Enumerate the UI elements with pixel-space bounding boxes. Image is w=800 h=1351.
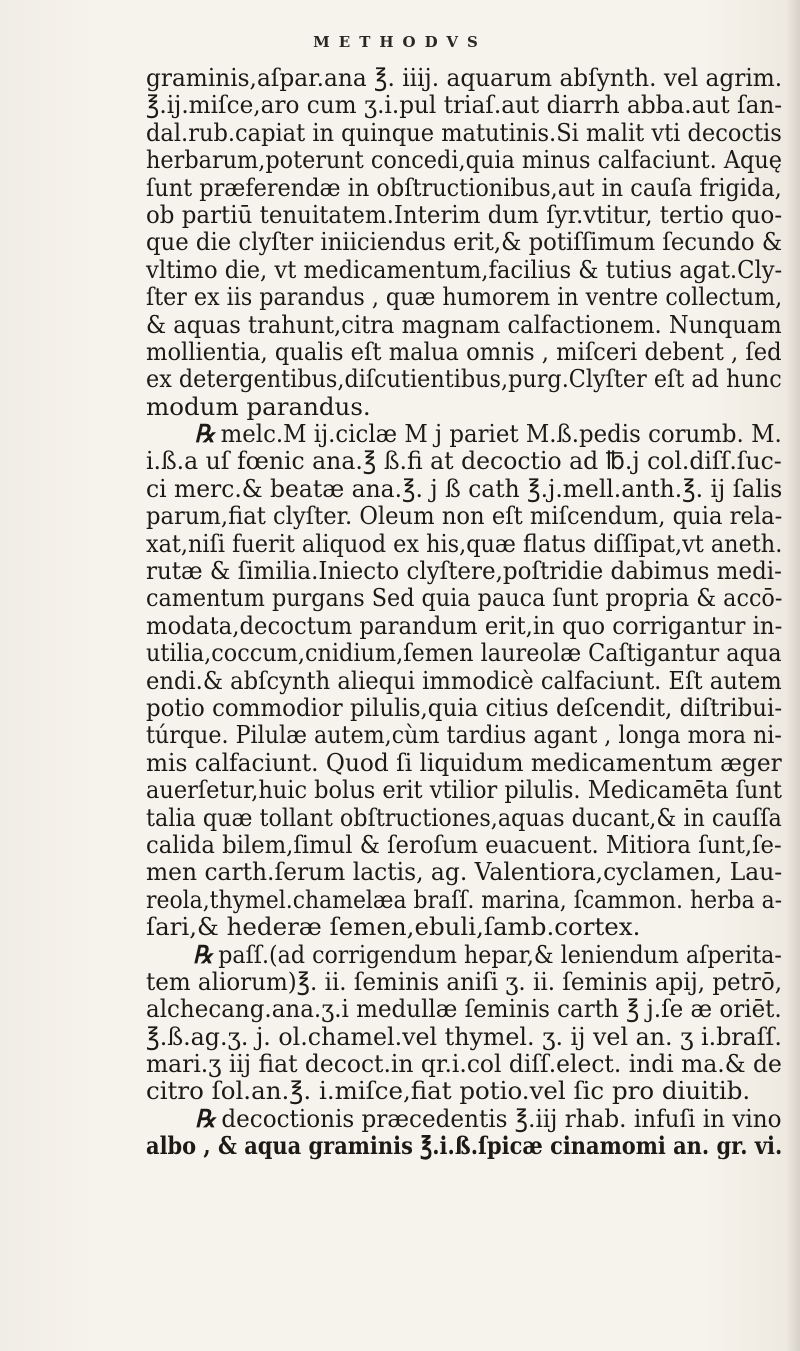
text-line-first — [146, 1103, 782, 1133]
text-line: ci merc.& beatæ ana.℥. j ß cath ℥.j.mell.anth.℥. ij ſalis — [146, 473, 783, 503]
text-line: mis calfaciunt. Quod ſi liquidum medicamentum æger — [146, 747, 782, 777]
text-line: herbarum,poterunt concedi,quia minus calfaciunt. Aquę — [146, 145, 782, 175]
recipe-paragraph — [146, 1105, 782, 1160]
page-edge-shadow — [786, 0, 800, 1351]
text-line: auerſetur,huic bolus erit vtilior pilulis. Medicamēta ſunt — [146, 775, 782, 805]
text-line: túrque. Pilulæ autem,cùm tardius agant , longa mora ni- — [146, 720, 782, 750]
text-line: & aquas trahunt,citra magnam calfactionem. Nunquam — [146, 309, 782, 339]
text-line: calida bilem,ſimul & ſeroſum euacuent. Mitiora ſunt,ſe- — [146, 829, 782, 859]
text-line: endi.& abſcynth aliequi immodicè calfaciunt. Eſt autem — [146, 665, 782, 695]
text-line: ſter ex iis parandus , quæ humorem in ventre collectum, — [146, 282, 783, 312]
text-line: ex detergentibus,diſcutientibus,purg.Clyſter eſt ad hunc — [146, 364, 782, 394]
text-line: talia quæ tollant obſtructiones,aquas ducant,& in cauſſa — [146, 802, 782, 832]
text-line-first — [146, 419, 782, 449]
text-line: que die clyſter iniiciendus erit,& potiſſimum ſecundo & — [146, 227, 783, 257]
text-line: modata,decoctum parandum erit,in quo corrigantur in- — [146, 610, 783, 640]
text-line: camentum purgans Sed quia pauca ſunt propria & accō- — [146, 583, 783, 613]
text-line: potio commodior pilulis,quia citius deſcendit, diſtribui- — [146, 692, 783, 722]
recipe-symbol-icon: ℞ — [194, 419, 215, 449]
text-line: modum parandus. — [146, 391, 371, 421]
text-line: men carth.ſerum lactis, ag. Valentiora,cyclamen, Lau- — [146, 857, 783, 887]
text-line: tem aliorum)℥. ii. ſeminis aniſi ʒ. ii. ſeminis apij, petrō, — [146, 966, 783, 996]
text-line: xat,niſi fuerit aliquod ex his,quæ flatus diſſipat,vt aneth. — [146, 528, 783, 558]
recipe-symbol-icon: ℞ — [194, 1103, 216, 1133]
text-line: mari.ʒ iij fiat decoct.in qr.i.col diſſ.elect. indi ma.& de — [146, 1049, 782, 1079]
text-line: mollientia, qualis eſt malua omnis , miſceri debent , ſed — [146, 336, 782, 366]
text-line: rutæ & ſimilia.Iniecto clyſtere,poſtridie dabimus medi- — [146, 556, 782, 586]
text-line: ob partiū tenuitatem.Interim dum ſyr.vtitur, tertio quo- — [146, 199, 783, 229]
body-text — [146, 64, 782, 1160]
text-line: reola,thymel.chamelæa braſſ. marina, ſcammon. herba a- — [146, 884, 783, 914]
text-line: ſunt præferendæ in obſtructionibus,aut in cauſa frigida, — [146, 172, 782, 202]
text-line: ſari,& hederæ ſemen,ebuli,ſamb.cortex. — [146, 912, 641, 942]
text-line-body: decoctionis præcedentis ℥.iij rhab. infuſi in vino — [221, 1103, 782, 1133]
recipe-symbol-icon: ℞ — [192, 939, 213, 969]
text-line-body: melc.M ij.ciclæ M j pariet M.ß.pedis corumb. M. — [220, 419, 782, 449]
recipe-paragraph — [146, 420, 782, 940]
recipe-paragraph — [146, 941, 782, 1105]
text-line: vltimo die, vt medicamentum,facilius & tutius agat.Cly- — [146, 254, 783, 284]
text-line-body: paſſ.(ad corrigendum hepar,& leniendum aſperita- — [218, 939, 782, 969]
text-line-first — [146, 939, 782, 969]
text-line: citro ſol.an.℥. i.miſce,fiat potio.vel ſic pro diuitib. — [146, 1076, 751, 1106]
text-line: alchecang.ana.ʒ.i medullæ ſeminis carth ℥ j.ſe æ oriēt. — [146, 994, 782, 1024]
text-line: albo , & aqua graminis ℥.i.ß.ſpicæ cinamomi an. gr. vi. — [146, 1131, 783, 1161]
text-line: dal.rub.capiat in quinque matutinis.Si malit vti decoctis — [146, 117, 782, 147]
text-line: parum,fiat clyſter. Oleum non eſt miſcendum, quia rela- — [146, 501, 783, 531]
running-head: METHODVS — [313, 33, 487, 51]
paragraph — [146, 64, 782, 420]
text-line: utilia,coccum,cnidium,ſemen laureolæ Caſtigantur aqua — [146, 638, 782, 668]
text-line: i.ß.a uſ fœnic ana.℥ ß.fi at decoctio ad ℔.j col.diſſ.ſuc- — [146, 446, 782, 476]
text-line: graminis,aſpar.ana ℥. iiij. aquarum abſynth. vel agrim. — [146, 63, 783, 92]
text-line: ℥.ij.miſce,aro cum ʒ.i.pul triaſ.aut diarrh abba.aut ſan- — [146, 90, 783, 120]
text-line: ℥.ß.ag.ʒ. j. ol.chamel.vel thymel. ʒ. ij vel an. ʒ i.braſſ. — [146, 1021, 782, 1051]
